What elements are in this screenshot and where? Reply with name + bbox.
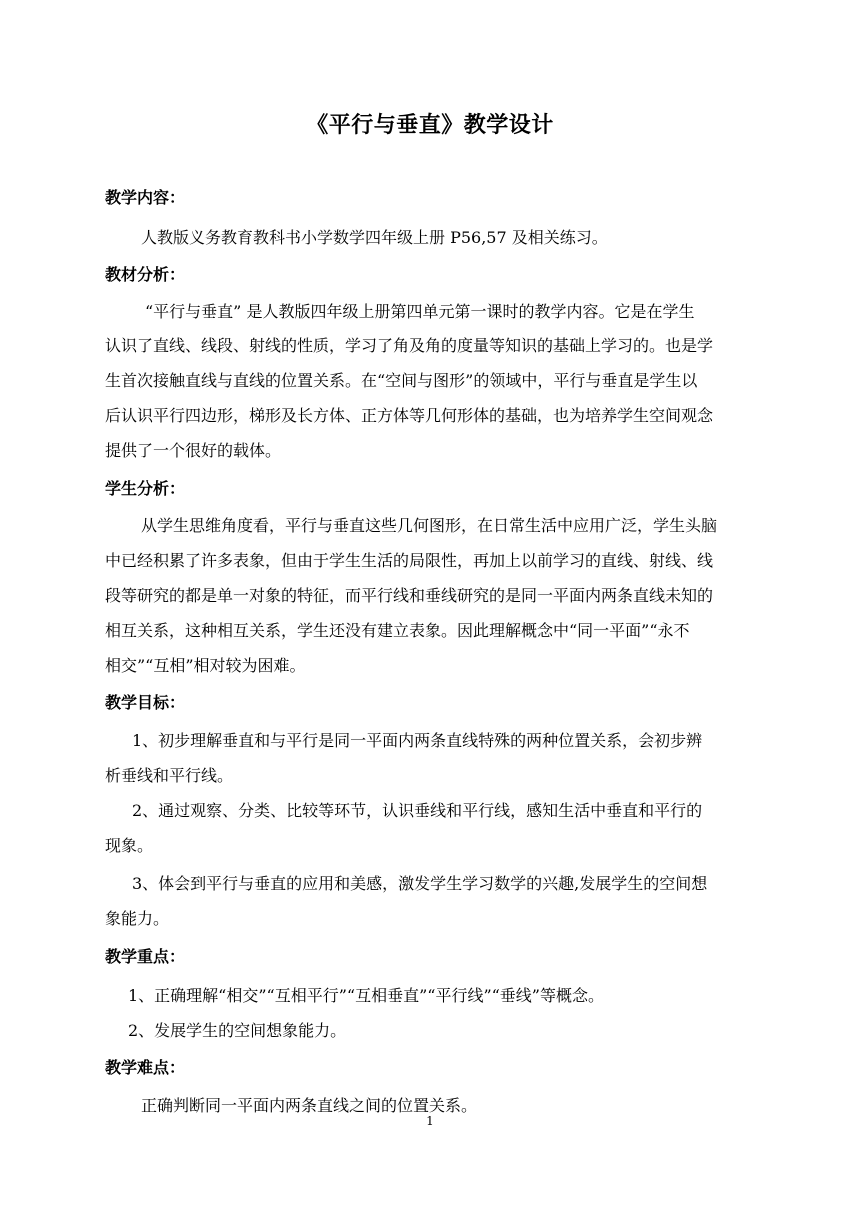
paragraph-line: 2、发展学生的空间想象能力。 bbox=[128, 1021, 347, 1040]
paragraph-line: 生首次接触直线与直线的位置关系。在“空间与图形”的领域中，平行与垂直是学生以 bbox=[105, 371, 698, 390]
page-number: 1 bbox=[426, 1114, 434, 1128]
paragraph-line: 象能力。 bbox=[105, 909, 170, 928]
paragraph-line: 后认识平行四边形，梯形及长方体、正方体等几何形体的基础，也为培养学生空间观念 bbox=[105, 406, 714, 425]
paragraph-line: 正确判断同一平面内两条直线之间的位置关系。 bbox=[141, 1096, 478, 1115]
paragraph-line: 3、体会到平行与垂直的应用和美感，激发学生学习数学的兴趣,发展学生的空间想 bbox=[132, 874, 708, 893]
paragraph-line: 相交”“互相”相对较为困难。 bbox=[105, 656, 306, 675]
paragraph-line: 相互关系，这种相互关系，学生还没有建立表象。因此理解概念中“同一平面”“永不 bbox=[105, 621, 690, 640]
section-heading-key-points: 教学重点： bbox=[105, 947, 186, 966]
paragraph-line: 1、初步理解垂直和与平行是同一平面内两条直线特殊的两种位置关系，会初步辨 bbox=[132, 731, 703, 750]
document-title: 《平行与垂直》教学设计 bbox=[306, 112, 554, 138]
paragraph-line: 现象。 bbox=[105, 836, 154, 855]
paragraph-line: 人教版义务教育教科书小学数学四年级上册 P56,57 及相关练习。 bbox=[141, 228, 608, 247]
section-heading-material-analysis: 教材分析： bbox=[105, 265, 186, 284]
paragraph-line: “平行与垂直” 是人教版四年级上册第四单元第一课时的教学内容。它是在学生 bbox=[145, 302, 695, 321]
paragraph-line: 提供了一个很好的载体。 bbox=[105, 441, 282, 460]
section-heading-content: 教学内容： bbox=[105, 188, 186, 207]
paragraph-line: 从学生思维角度看，平行与垂直这些几何图形，在日常生活中应用广泛，学生头脑 bbox=[141, 516, 718, 535]
paragraph-line: 中已经积累了许多表象，但由于学生生活的局限性，再加上以前学习的直线、射线、线 bbox=[105, 551, 714, 570]
paragraph-line: 段等研究的都是单一对象的特征，而平行线和垂线研究的是同一平面内两条直线未知的 bbox=[105, 586, 714, 605]
section-heading-teaching-goals: 教学目标： bbox=[105, 693, 186, 712]
paragraph-line: 2、通过观察、分类、比较等环节，认识垂线和平行线，感知生活中垂直和平行的 bbox=[132, 801, 703, 820]
paragraph-line: 认识了直线、线段、射线的性质，学习了角及角的度量等知识的基础上学习的。也是学 bbox=[105, 336, 714, 355]
section-heading-difficulties: 教学难点： bbox=[105, 1058, 186, 1077]
section-heading-student-analysis: 学生分析： bbox=[105, 479, 186, 498]
paragraph-line: 析垂线和平行线。 bbox=[105, 766, 234, 785]
paragraph-line: 1、正确理解“相交”“互相平行”“互相垂直”“平行线”“垂线”等概念。 bbox=[128, 986, 604, 1005]
